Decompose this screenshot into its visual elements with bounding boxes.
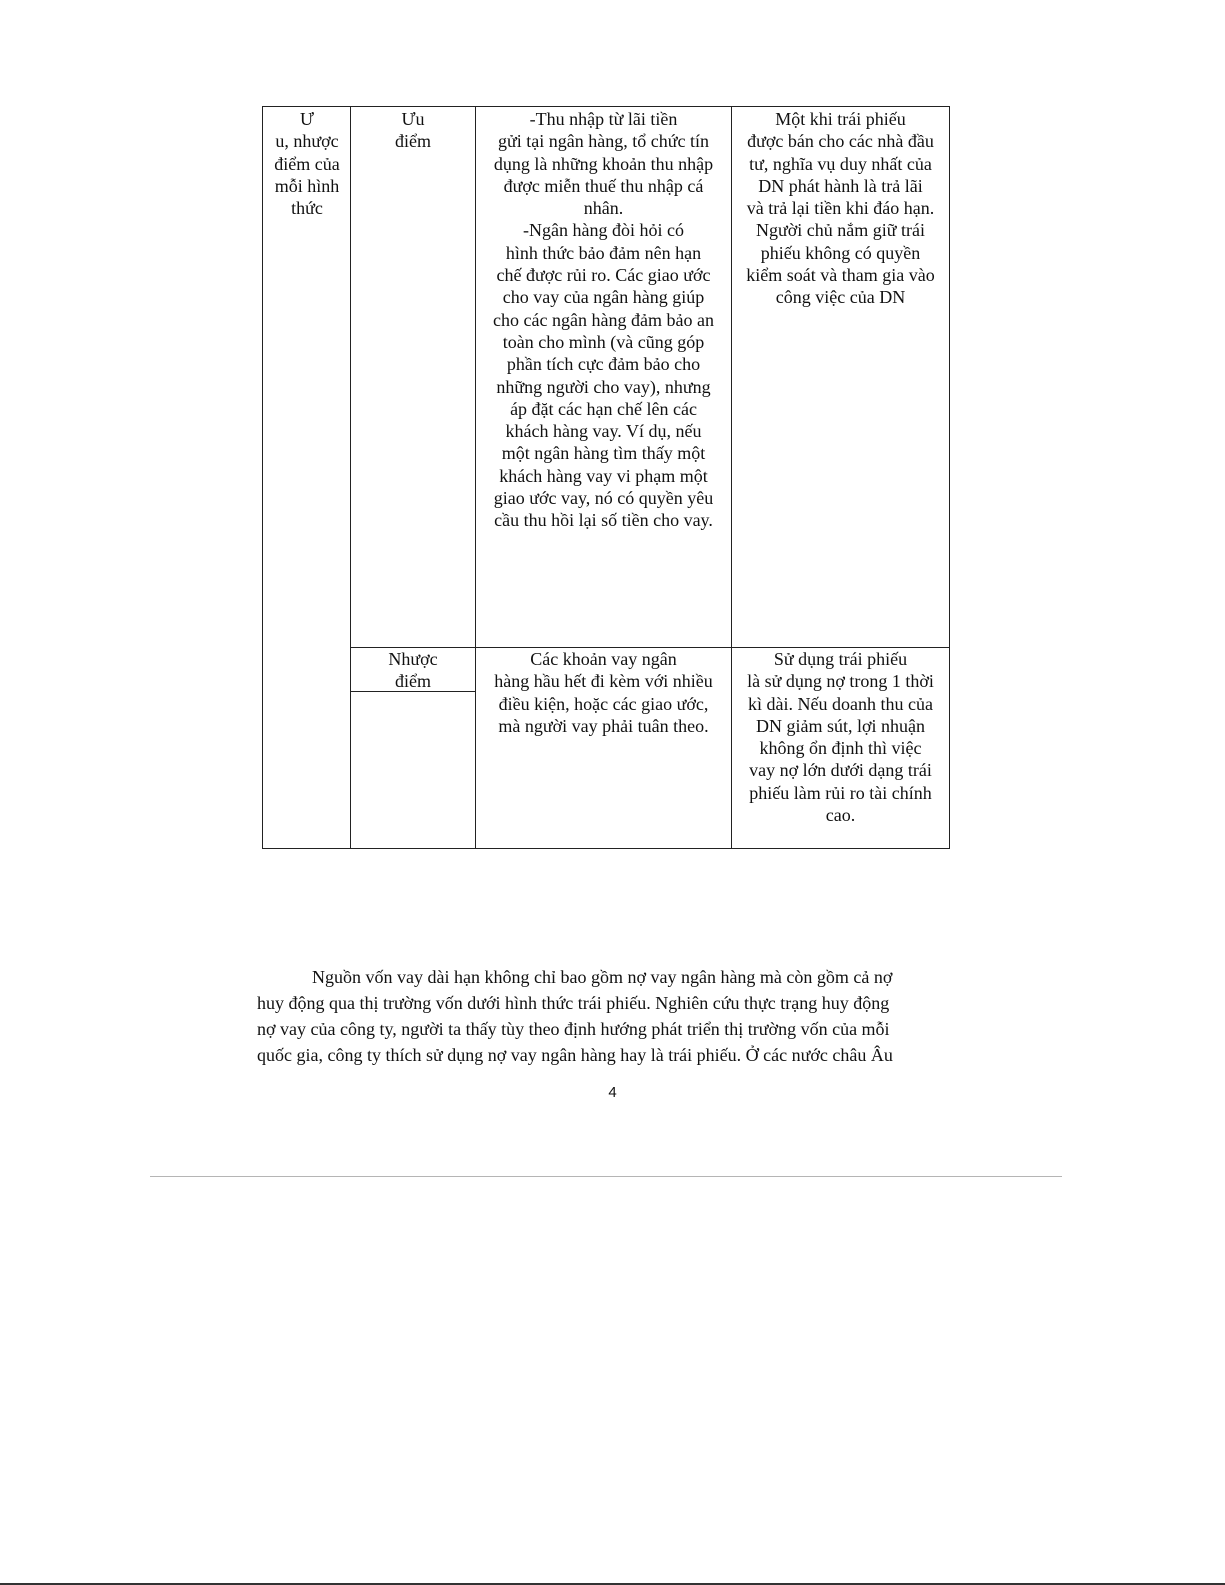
paragraph-line: quốc gia, công ty thích sử dụng nợ vay ngân hàng hay là trái phiếu. Ở các nước châu Âu [257, 1045, 893, 1065]
row-header-label: Ư u, nhược điểm của mỗi hình thức [274, 109, 340, 219]
disadvantages-label: Nhược điểm [388, 649, 438, 692]
table-border-bottom [262, 848, 950, 849]
comparison-table [262, 106, 950, 849]
table-border-left [262, 106, 263, 849]
table-border-top [262, 106, 950, 107]
table-divider-col1 [350, 106, 351, 849]
paragraph-line: Nguồn vốn vay dài hạn không chỉ bao gồm nợ vay ngân hàng mà còn gồm cả nợ [312, 967, 893, 987]
page-number: 4 [608, 1084, 617, 1101]
paragraph-line: huy động qua thị trường vốn dưới hình thức trái phiếu. Nghiên cứu thực trạng huy động [257, 993, 890, 1013]
paragraph-line: nợ vay của công ty, người ta thấy tùy theo định hướng phát triển thị trường vốn của mỗi [257, 1019, 890, 1039]
advantages-bank-loan-cell: -Thu nhập từ lãi tiền gửi tại ngân hàng, tổ chức tín dụng là những khoản thu nhập được miễn thuế thu nhập cá nhân. -Ngân hàng đòi hỏi có hình thức bảo đảm nên hạn chế được rủi ro. Các giao ước cho vay của ngân hàng giúp cho các ngân hàng đảm bảo an toàn cho mình (và cũng góp phần tích cực đảm bảo cho những người cho vay), nhưng áp đặt các hạn chế lên các khách hàng vay. Ví dụ, nếu một ngân hàng tìm thấy một khách hàng vay vi phạm một giao ước vay, nó có quyền yêu cầu thu hồi lại số tiền cho vay. [493, 109, 714, 531]
table-border-right [949, 106, 950, 849]
page-separator [150, 1176, 1062, 1177]
advantages-label: Ưu điểm [395, 109, 431, 152]
disadvantages-bank-loan-cell: Các khoản vay ngân hàng hầu hết đi kèm với nhiều điều kiện, hoặc các giao ước, mà người vay phải tuân theo. [494, 649, 713, 736]
disadvantages-bond-cell: Sử dụng trái phiếu là sử dụng nợ trong 1 thời kì dài. Nếu doanh thu của DN giảm sút, lợi nhuận không ổn định thì việc vay nợ lớn dưới dạng trái phiếu làm rủi ro tài chính cao. [747, 649, 934, 826]
advantages-bond-cell: Một khi trái phiếu được bán cho các nhà đầu tư, nghĩa vụ duy nhất của DN phát hành là trả lãi và trả lại tiền khi đáo hạn. Người chủ nắm giữ trái phiếu không có quyền kiểm soát và tham gia vào công việc của DN [746, 109, 935, 308]
